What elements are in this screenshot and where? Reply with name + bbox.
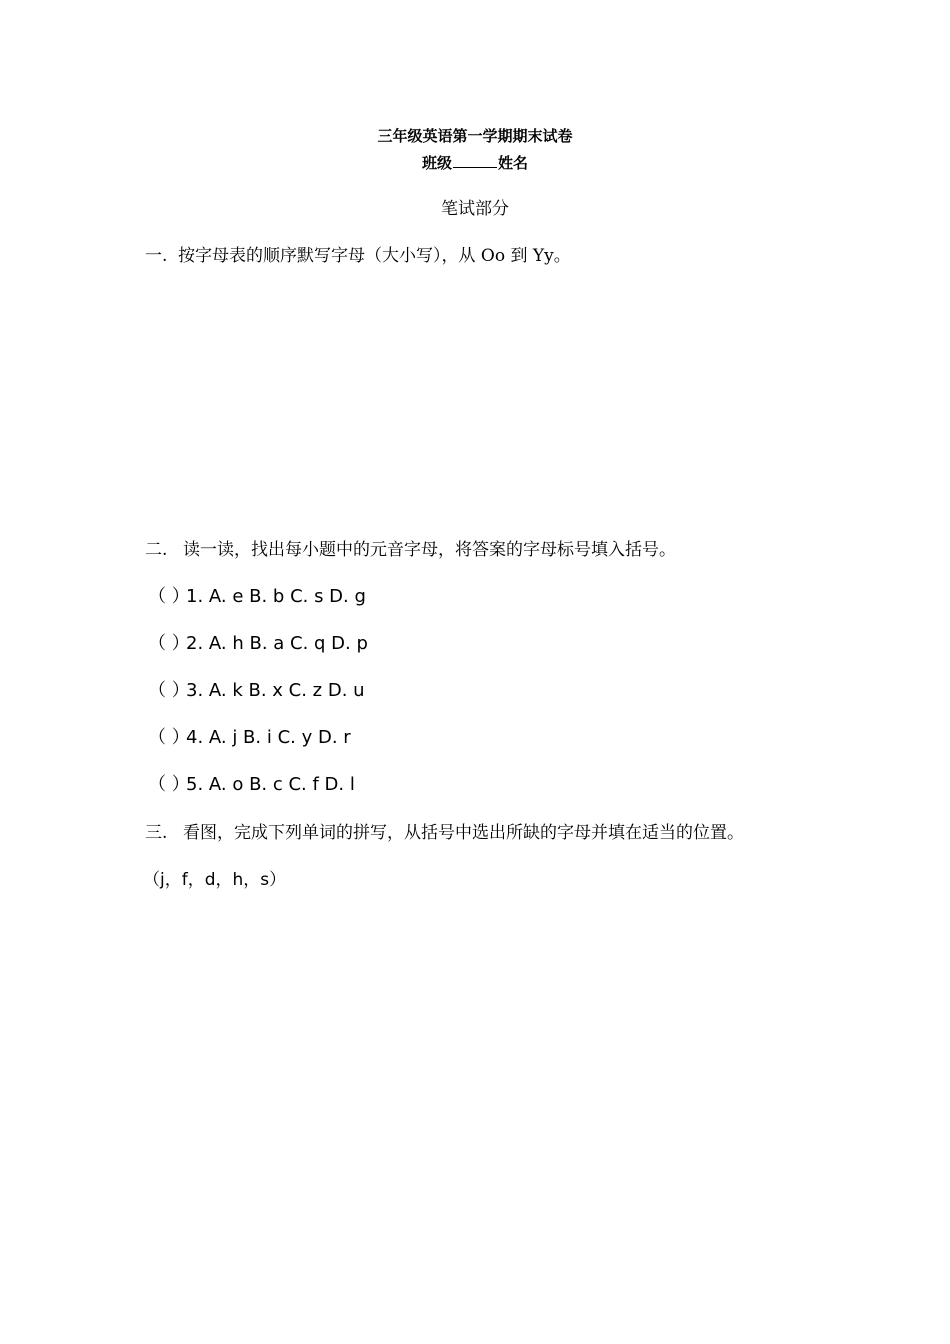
question-row (148, 773, 355, 797)
section3-instruction: 看图，完成下列单词的拼写，从括号中选出所缺的字母并填在适当的位置。 (183, 823, 744, 843)
section3-heading (145, 822, 744, 844)
question-text: 4. A. j B. i C. y D. r (186, 727, 351, 748)
exam-title: 三年级英语第一学期期末试卷 (377, 127, 573, 145)
question-row (148, 679, 365, 703)
answer-paren[interactable]: （ ） (148, 680, 190, 701)
section3-number: 三. (145, 823, 168, 843)
section1-instruction: 按字母表的顺序默写字母（大小写），从 Oo 到 Yy。 (178, 246, 571, 266)
answer-paren[interactable]: （ ） (148, 586, 190, 607)
answer-paren[interactable]: （ ） (148, 774, 190, 795)
letters-hint: （j，f，d，h，s） (143, 870, 287, 890)
question-row (148, 585, 366, 609)
section2-number: 二. (145, 540, 168, 560)
section1-heading (145, 245, 571, 267)
answer-paren[interactable]: （ ） (148, 727, 190, 748)
question-text: 2. A. h B. a C. q D. p (186, 633, 368, 654)
section2-heading (145, 539, 676, 561)
class-name-line (0, 152, 950, 173)
section-subtitle: 笔试部分 (441, 199, 509, 219)
question-row (148, 632, 368, 656)
question-text: 1. A. e B. b C. s D. g (186, 586, 366, 607)
class-blank[interactable] (453, 152, 497, 168)
answer-paren[interactable]: （ ） (148, 633, 190, 654)
question-text: 5. A. o B. c C. f D. l (186, 774, 355, 795)
question-text: 3. A. k B. x C. z D. u (186, 680, 365, 701)
question-row (148, 726, 351, 750)
section2-instruction: 读一读，找出每小题中的元音字母，将答案的字母标号填入括号。 (183, 540, 676, 560)
class-label: 班级 (421, 154, 452, 172)
section1-number: 一. (145, 246, 168, 266)
name-label: 姓名 (498, 154, 529, 172)
